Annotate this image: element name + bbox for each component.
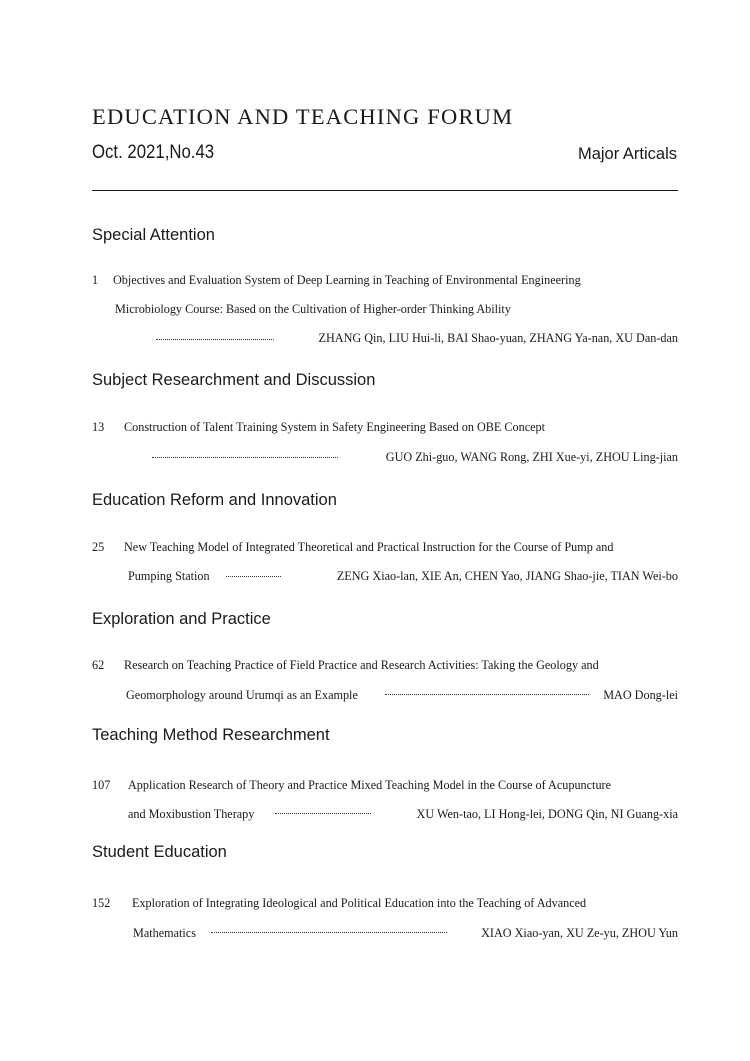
article-title-line[interactable]	[92, 895, 586, 911]
category-heading: Education Reform and Innovation	[92, 491, 337, 509]
article-title-line[interactable]	[92, 777, 611, 793]
article-title-line[interactable]	[92, 657, 599, 673]
dot-leader	[211, 932, 447, 933]
article-authors: MAO Dong-lei	[603, 688, 678, 702]
article-title-text: Research on Teaching Practice of Field Practice and Research Activities: Taking the Geology and	[124, 658, 599, 672]
article-title-text: Pumping Station	[128, 569, 210, 583]
category-heading: Special Attention	[92, 226, 215, 244]
article-title-text: and Moxibustion Therapy	[128, 807, 255, 821]
section-heading: Major Articals	[577, 145, 677, 163]
article-page-number: 25	[92, 540, 105, 554]
article-authors: ZHANG Qin, LIU Hui-li, BAI Shao-yuan, ZHANG Ya-nan, XU Dan-dan	[318, 331, 678, 345]
article-authors: XIAO Xiao-yan, XU Ze-yu, ZHOU Yun	[481, 926, 678, 940]
article-title-line[interactable]	[92, 272, 581, 288]
dot-leader	[275, 813, 371, 814]
article-title-line[interactable]	[92, 539, 613, 555]
dot-leader	[385, 694, 589, 695]
article-page-number: 62	[92, 658, 105, 672]
article-title-line[interactable]	[128, 568, 210, 584]
article-title-text: New Teaching Model of Integrated Theoretical and Practical Instruction for the Course of Pump and	[124, 540, 614, 554]
article-title-text: Microbiology Course: Based on the Cultivation of Higher-order Thinking Ability	[115, 302, 511, 316]
issue-number: Oct. 2021,No.43	[92, 141, 215, 163]
article-authors: GUO Zhi-guo, WANG Rong, ZHI Xue-yi, ZHOU Ling-jian	[385, 450, 678, 464]
category-heading: Exploration and Practice	[92, 610, 271, 628]
article-title-text: Mathematics	[133, 926, 196, 940]
article-title-text: Geomorphology around Urumqi as an Example	[126, 688, 358, 702]
article-title-line[interactable]	[133, 925, 196, 941]
article-page-number: 13	[92, 420, 105, 434]
header-divider	[92, 190, 678, 191]
article-title-line[interactable]	[128, 806, 254, 822]
article-title-line[interactable]	[115, 301, 511, 317]
article-title-line[interactable]	[92, 419, 545, 435]
article-page-number: 107	[92, 778, 111, 792]
article-page-number: 152	[92, 896, 111, 910]
article-title-text: Construction of Talent Training System in Safety Engineering Based on OBE Concept	[124, 420, 546, 434]
article-title-line[interactable]	[126, 687, 358, 703]
dot-leader	[156, 339, 274, 340]
article-title-text: Application Research of Theory and Practice Mixed Teaching Model in the Course of Acupuncture	[128, 778, 612, 792]
dot-leader	[152, 457, 338, 458]
category-heading: Subject Researchment and Discussion	[92, 371, 376, 389]
article-authors: XU Wen-tao, LI Hong-lei, DONG Qin, NI Guang-xia	[416, 807, 678, 821]
article-title-text: Objectives and Evaluation System of Deep Learning in Teaching of Environmental Engineering	[113, 273, 581, 287]
journal-title: EDUCATION AND TEACHING FORUM	[92, 104, 514, 129]
category-heading: Student Education	[92, 843, 227, 861]
article-title-text: Exploration of Integrating Ideological and Political Education into the Teaching of Advanced	[132, 896, 587, 910]
article-authors: ZENG Xiao-lan, XIE An, CHEN Yao, JIANG Shao-jie, TIAN Wei-bo	[336, 569, 678, 583]
category-heading: Teaching Method Researchment	[92, 726, 330, 744]
dot-leader	[226, 576, 281, 577]
article-page-number: 1	[92, 273, 99, 287]
